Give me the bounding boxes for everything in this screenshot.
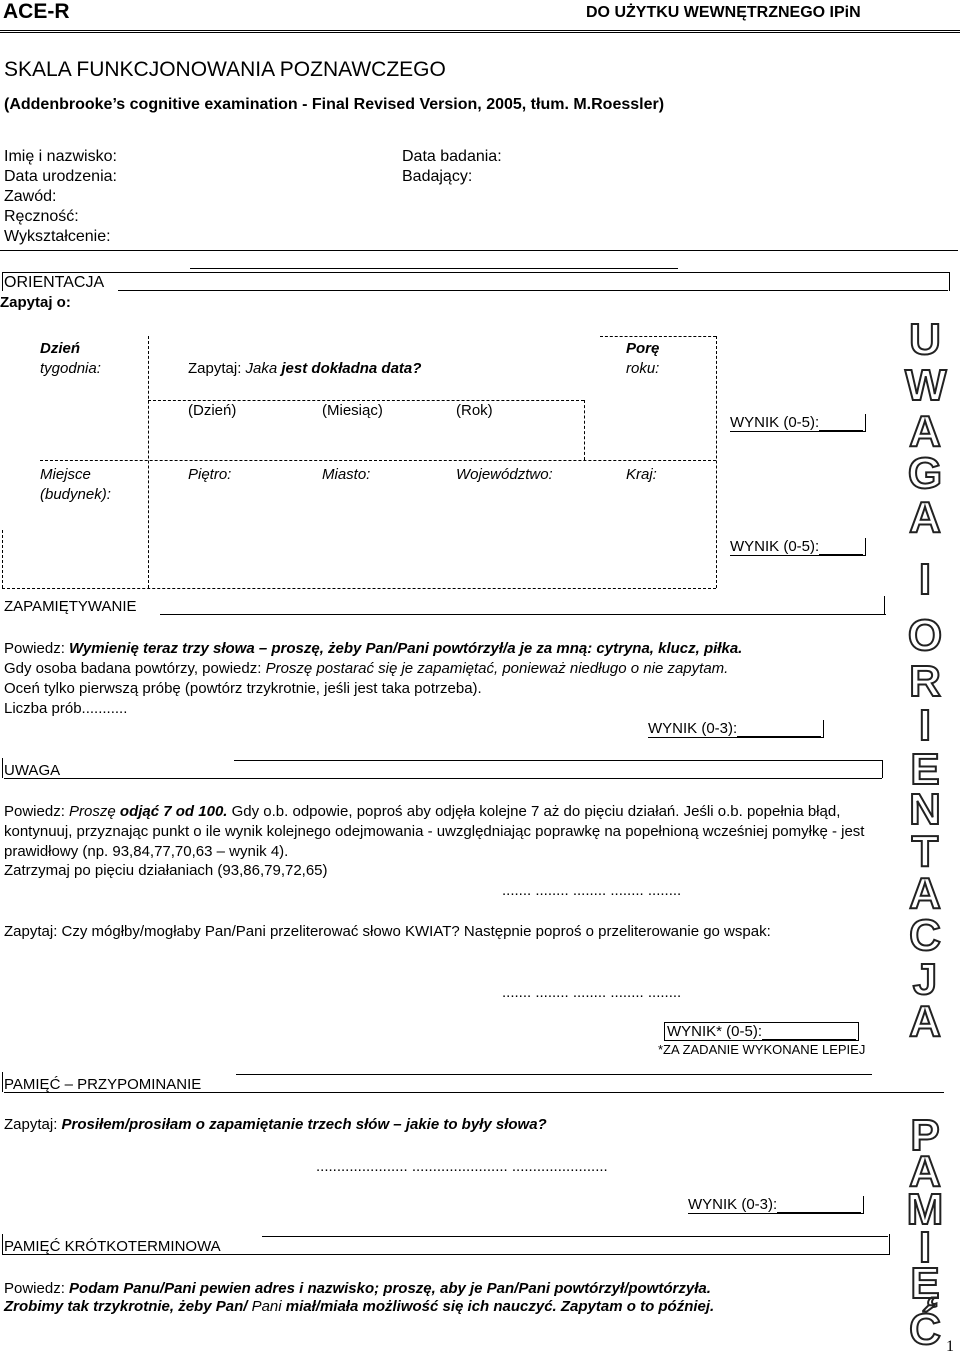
side-letter: I [918, 701, 932, 750]
floor-label: Piętro: [188, 466, 232, 483]
orientation-score-2-label: WYNIK (0-5): [730, 538, 820, 555]
info-rule-1 [0, 250, 958, 251]
anterograde-say-prefix: Powiedz: [4, 1280, 70, 1297]
registration-say-prefix: Powiedz: [4, 640, 65, 657]
score-blank[interactable] [737, 722, 821, 737]
page-title: SKALA FUNKCJONOWANIA POZNAWCZEGO [4, 58, 446, 81]
registration-say [4, 640, 742, 657]
side-letter: C [909, 911, 941, 960]
recall-overline [236, 1074, 872, 1075]
recall-heading: PAMIĘĆ – PRZYPOMINANIE [4, 1076, 202, 1093]
recall-score-label: WYNIK (0-3): [688, 1196, 778, 1213]
ask-date-prefix: Zapytaj: [188, 360, 246, 377]
side-letter: Ę [910, 1259, 940, 1308]
anterograde-box [2, 1234, 890, 1255]
season-label-1: Porę [626, 340, 660, 357]
side-letter: A [909, 997, 941, 1046]
info-rule-2 [190, 268, 678, 269]
attention-dots-2[interactable]: ....... ........ ........ ........ ........ [502, 984, 682, 1001]
side-letter: E [910, 745, 940, 794]
registration-line-3: Oceń tylko pierwszą próbę (powtórz trzykrotnie, jeśli jest taka potrzeba). [4, 680, 482, 697]
ask-date-bold: jest dokładna data? [281, 360, 422, 377]
orientation-score-1-label: WYNIK (0-5): [730, 414, 820, 431]
side-letter: N [909, 785, 941, 834]
registration-say-text: Wymienię teraz trzy słowa – proszę, żeby Pan/Pani powtórzył/a je za mną: cytryna, klucz, piłka. [64, 640, 743, 657]
side-letter: P [910, 1111, 940, 1160]
attention-score-label: WYNIK* (0-5): [667, 1023, 763, 1040]
patient-job-label: Zawód: [4, 188, 57, 205]
registration-line-2 [4, 660, 728, 677]
orientation-score-1 [730, 414, 866, 432]
anterograde-line-2b: Pani [251, 1298, 282, 1315]
recall-ask-text: Prosiłem/prosiłam o zapamiętanie trzech słów – jakie to były słowa? [61, 1116, 547, 1133]
header-left: ACE-R [3, 0, 70, 23]
attention-score [664, 1022, 859, 1041]
attention-stop: Zatrzymaj po pięciu działaniach (93,86,79,72,65) [4, 862, 328, 879]
header-right: DO UŻYTKU WEWNĘTRZNEGO IPiN [586, 4, 861, 21]
recall-score [688, 1196, 864, 1214]
side-letter: A [909, 493, 941, 542]
grid-h-1 [600, 336, 716, 337]
patient-dob-label: Data urodzenia: [4, 168, 117, 185]
anterograde-heading: PAMIĘĆ KRÓTKOTERMINOWA [4, 1238, 221, 1255]
side-letter: W [905, 361, 947, 410]
attention-instructions [4, 802, 884, 862]
ask-date-text [188, 360, 421, 377]
side-letter: I [918, 1223, 932, 1272]
registration-heading: ZAPAMIĘTYWANIE [4, 598, 137, 615]
place-label-2: (budynek): [40, 486, 111, 503]
registration-line-2-prefix: Gdy osoba badana powtórzy, powiedz: [4, 660, 266, 677]
page-number: 1 [946, 1338, 954, 1355]
patient-hand-label: Ręczność: [4, 208, 79, 225]
attention-underline [4, 778, 882, 779]
attention-overline [234, 760, 882, 761]
recall-ask [4, 1116, 547, 1133]
day-of-week-label-1: Dzień [40, 340, 81, 357]
grid-h-3 [40, 460, 716, 461]
side-letter: G [907, 449, 943, 498]
anterograde-line-1: Podam Panu/Pani pewien adres i nazwisko; proszę, aby je Pan/Pani powtórzył/powtórzyła. [69, 1280, 711, 1297]
orientation-box-top [2, 272, 950, 291]
header-rule [0, 30, 960, 33]
side-letter: R [909, 657, 941, 706]
grid-v-4 [2, 530, 3, 588]
side-letter: A [909, 869, 941, 918]
province-label: Województwo: [456, 466, 553, 483]
attention-heading: UWAGA [4, 762, 61, 779]
attention-say-prefix: Powiedz: [4, 803, 70, 820]
registration-underline [160, 614, 886, 615]
score-blank[interactable] [819, 540, 863, 555]
grid-h-4 [2, 588, 716, 589]
attention-kwiat: Zapytaj: Czy mógłby/mogłaby Pan/Pani przeliterować słowo KWIAT? Następnie poproś o przeliterowanie go wspak: [4, 923, 771, 940]
orientation-heading: ORIENTACJA [4, 274, 105, 291]
examiner-label: Badający: [402, 168, 473, 185]
col-year: (Rok) [456, 402, 493, 419]
day-of-week-label-2: tygodnia: [40, 360, 101, 377]
registration-line-2-italic: Proszę postarać się je zapamiętać, ponieważ niedługo o nie zapytam. [265, 660, 729, 677]
anterograde-line-2 [4, 1298, 714, 1315]
recall-dots[interactable]: ...................... ....................... ....................... [316, 1158, 608, 1175]
side-letter: J [912, 955, 938, 1004]
ask-date-italic: Jaka [245, 360, 282, 377]
attention-say-bold: odjąć 7 od 100. [119, 803, 228, 820]
registration-underline-end [884, 596, 885, 614]
attention-dots-1[interactable]: ....... ........ ........ ........ ........ [502, 882, 682, 899]
score-blank[interactable] [762, 1025, 856, 1040]
side-letter: T [911, 827, 939, 876]
attention-underline-end [882, 760, 883, 778]
grid-h-2 [148, 400, 584, 401]
grid-v-2 [584, 400, 585, 460]
side-letter: A [909, 1147, 941, 1196]
side-letter: U [909, 315, 941, 364]
col-day: (Dzień) [188, 402, 237, 419]
registration-score [648, 720, 824, 738]
anterograde-overline [262, 1236, 888, 1237]
patient-edu-label: Wykształcenie: [4, 228, 111, 245]
page-subtitle: (Addenbrooke’s cognitive examination - Final Revised Version, 2005, tłum. M.Roessler) [4, 96, 665, 113]
side-letter: Ć [909, 1305, 941, 1354]
score-blank[interactable] [777, 1198, 861, 1213]
anterograde-line-2a: Zrobimy tak trzykrotnie, żeby Pan/ [4, 1298, 252, 1315]
season-label-2: roku: [626, 360, 660, 377]
grid-v-1 [148, 336, 149, 588]
attention-note: *ZA ZADANIE WYKONANE LEPIEJ [658, 1042, 866, 1057]
recall-underline [4, 1092, 944, 1093]
recall-box-left [2, 1072, 3, 1092]
country-label: Kraj: [626, 466, 657, 483]
attention-say-rest: Gdy o.b. odpowie, poproś aby odjęła kolejne 7 aż do pięciu działań. Jeśli o.b. popełnia błąd, kontynuuj, przyznając punkt o ile wynik kolejnego odejmowania - uwzględniając poprawkę na popełnioną wcześniej pomyłkę - jest prawidłowy (np. 93,84,77,70,63 – wynik 4). [4, 803, 865, 860]
orientation-score-2 [730, 538, 866, 556]
grid-v-3 [716, 336, 717, 588]
attention-say-italic: Proszę [69, 803, 120, 820]
orientation-ask: Zapytaj o: [0, 294, 71, 311]
side-letter: M [906, 1185, 944, 1234]
patient-name-label: Imię i nazwisko: [4, 148, 117, 165]
place-label-1: Miejsce [40, 466, 91, 483]
side-letter: I [918, 555, 932, 604]
attention-box [2, 758, 5, 778]
city-label: Miasto: [322, 466, 371, 483]
registration-score-label: WYNIK (0-3): [648, 720, 738, 737]
side-letter: A [909, 407, 941, 456]
anterograde-say [4, 1280, 711, 1297]
exam-date-label: Data badania: [402, 148, 502, 165]
registration-line-4: Liczba prób........... [4, 700, 128, 717]
side-letter: O [907, 611, 943, 660]
score-blank[interactable] [819, 416, 863, 431]
recall-ask-prefix: Zapytaj: [4, 1116, 62, 1133]
col-month: (Miesiąc) [322, 402, 383, 419]
anterograde-line-2c: miał/miała możliwość się ich nauczyć. Zapytam o to później. [281, 1298, 715, 1315]
